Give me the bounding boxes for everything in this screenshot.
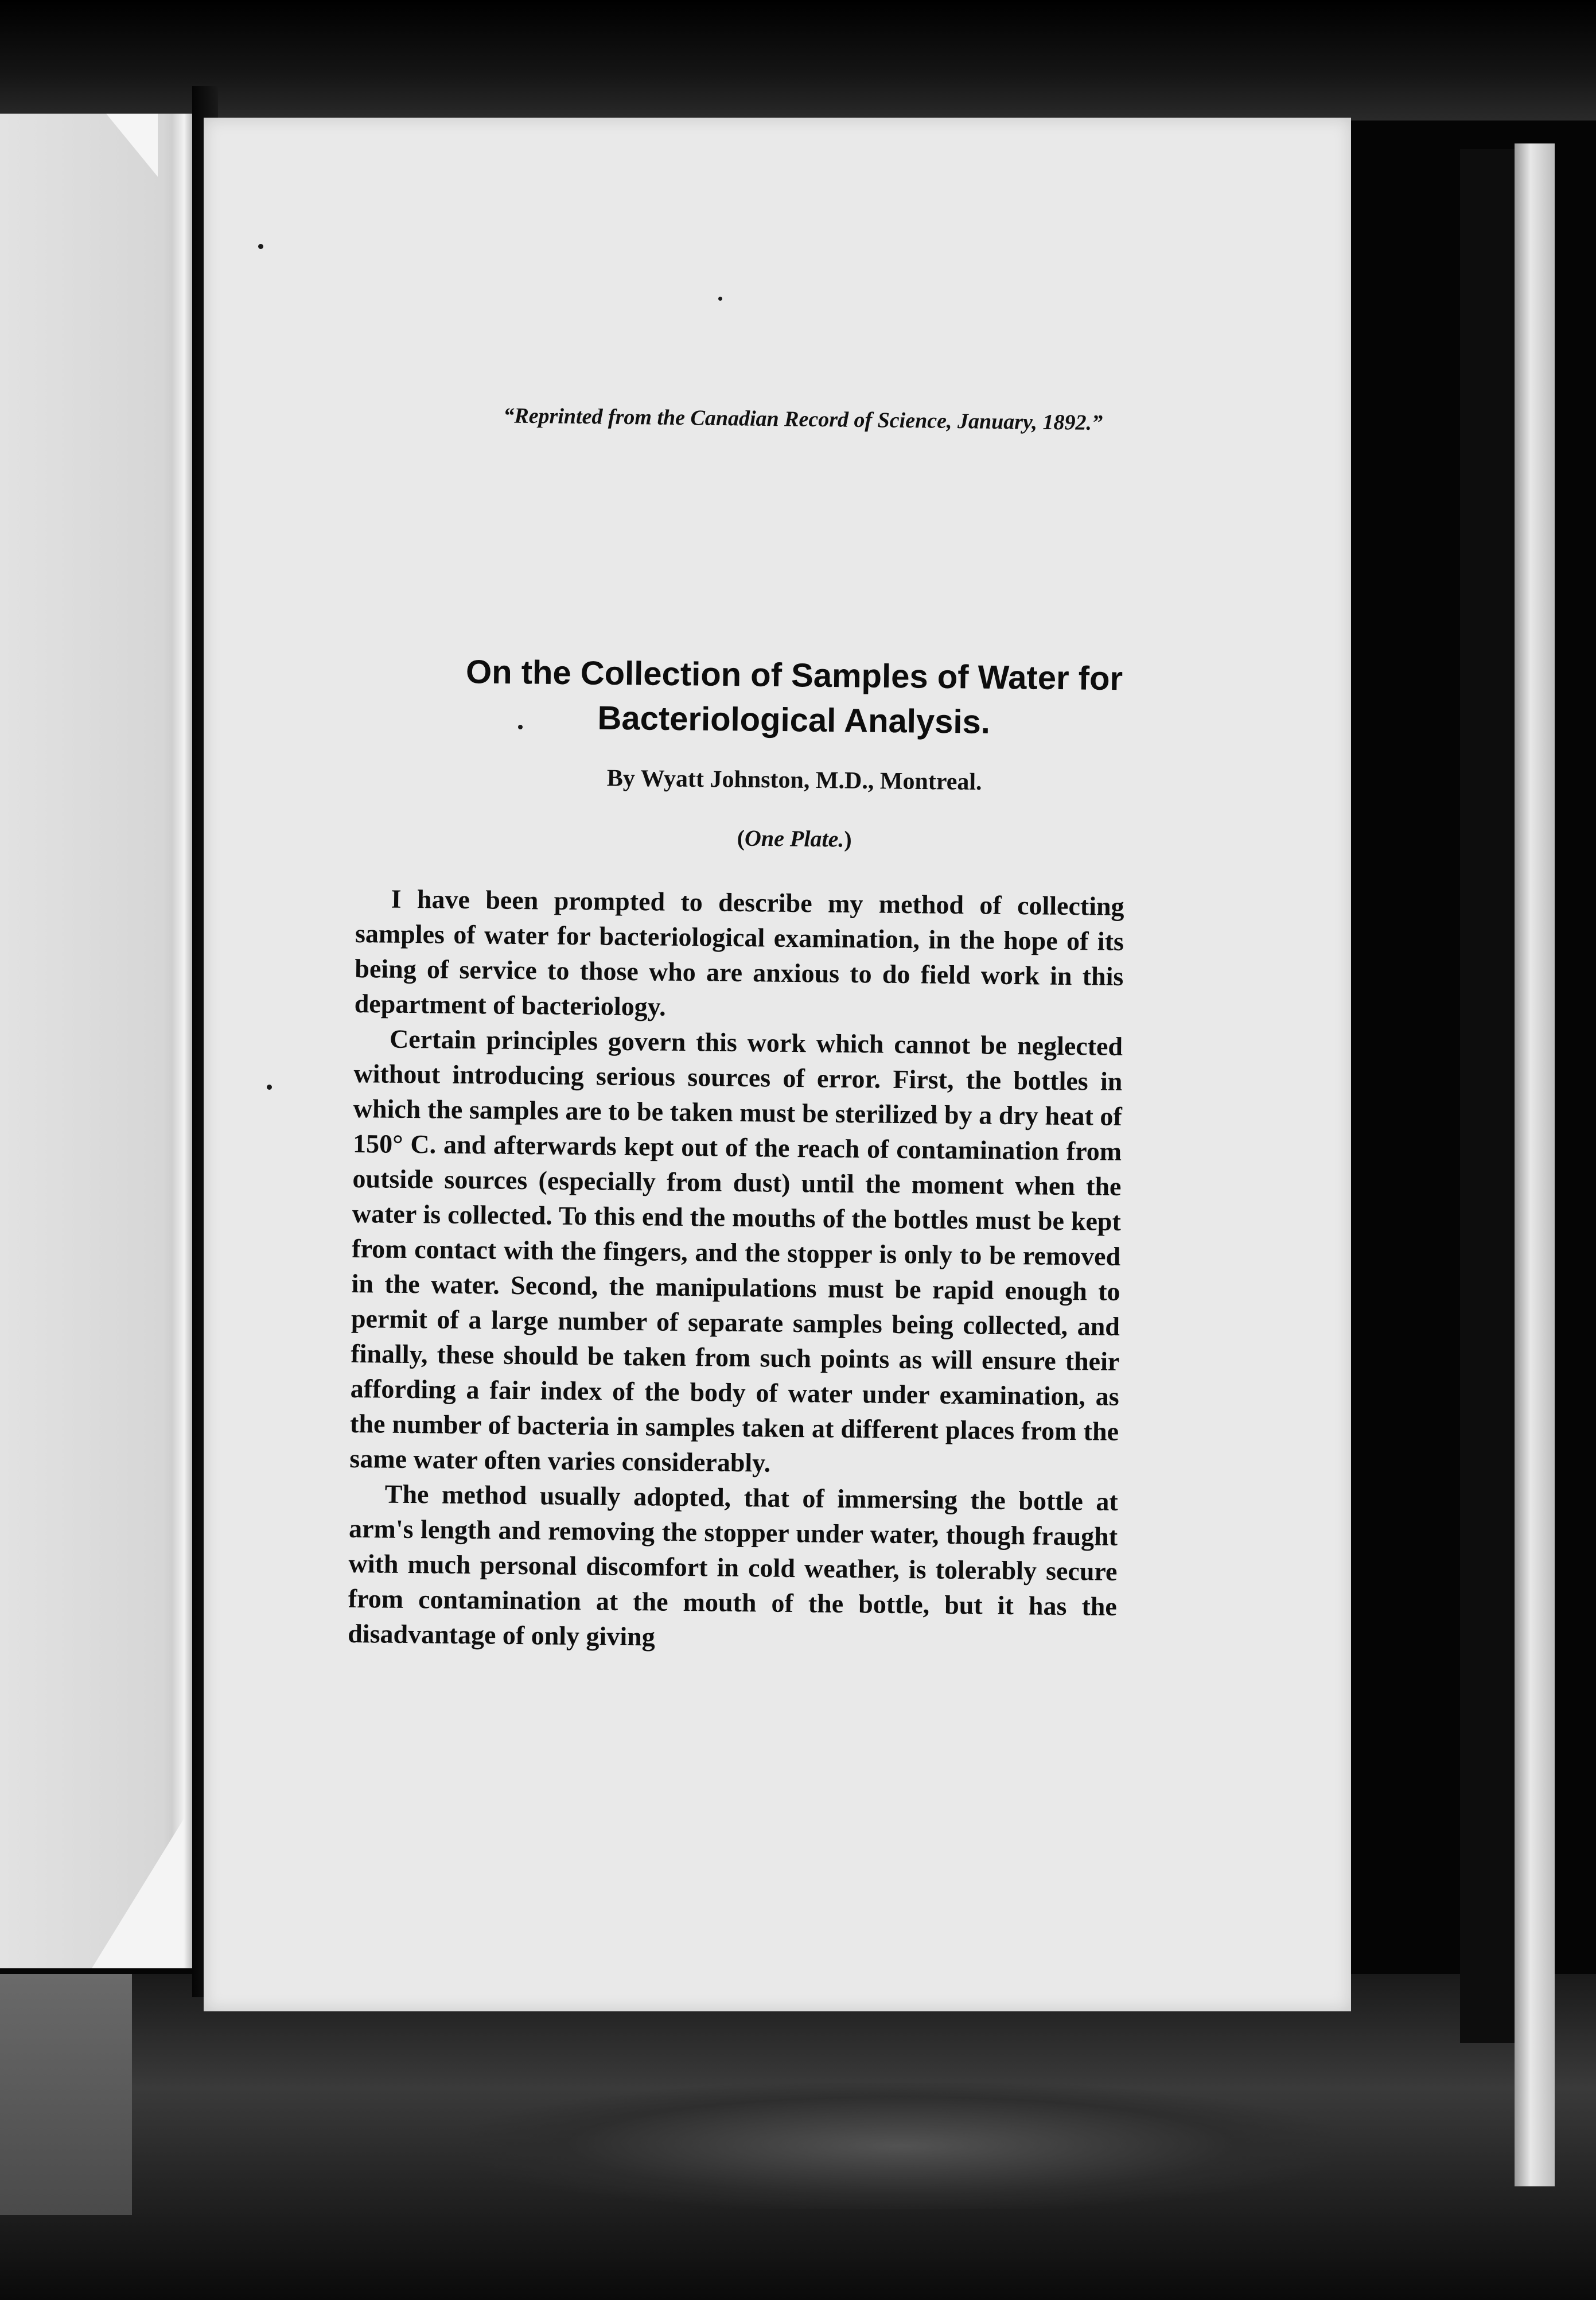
left-page-folded-corner-bottom [92,1819,184,1968]
paragraph: Certain principles govern this work which cannot be neglected without introducing serious sources of error. First, the bottles in which the samples are to be taken must be sterilized by a dry heat of 150° C. and afterwards kept out of the reach of contamination from outside sources (especially from dust) until the moment when the water is collected. To this end the mouths of the bottles must be kept from contact with the fingers, and the stopper is only to be removed in the water. Second, the manipulations must be rapid enough to permit of a large number of separate samples being collected, and finally, these should be taken from such points as will ensure their affording a fair index of the body of water under examination, as the number of bacteria in samples taken at different places from the same water often varies considerably. [349,1024,1123,1478]
paragraph: I have been prompted to describe my method of collecting samples of water for bacteriological examination, in the hope of its being of service to those who are anxious to do field work in this department of bacteriology. [354,884,1124,1021]
plate-note: (One Plate.) [737,825,852,852]
right-page-edge [1515,143,1555,2186]
ink-speck [258,244,263,249]
ink-speck [718,297,722,301]
plate-note-text: One Plate. [744,825,844,852]
left-facing-page [0,114,192,1968]
article-title [340,648,1248,748]
document-page [204,118,1351,2011]
dark-background-top [0,0,1596,121]
paragraph: The method usually adopted, that of immersing the bottle at arm's length and removing the stopper under water, though fraught with much personal discomfort in cold weather, is tolerably secure from contamination at the mouth of the bottle, but it has the disadvantage of only giving [347,1479,1119,1652]
author-byline: By Wyatt Johnston, M.D., Montreal. [606,765,982,796]
reprint-note: “Reprinted from the Canadian Record of Science, January, 1892.” [503,403,1103,436]
article-title-line-1: On the Collection of Samples of Water for [465,653,1123,698]
article-body [348,881,1124,1659]
left-page-folded-corner-top [106,114,158,177]
background-stain [470,2083,1331,2209]
left-lower-strip [0,1974,132,2215]
ink-speck [267,1085,272,1090]
article-title-line-2: Bacteriological Analysis. [597,699,991,741]
right-binding-shadow [1460,149,1517,2043]
